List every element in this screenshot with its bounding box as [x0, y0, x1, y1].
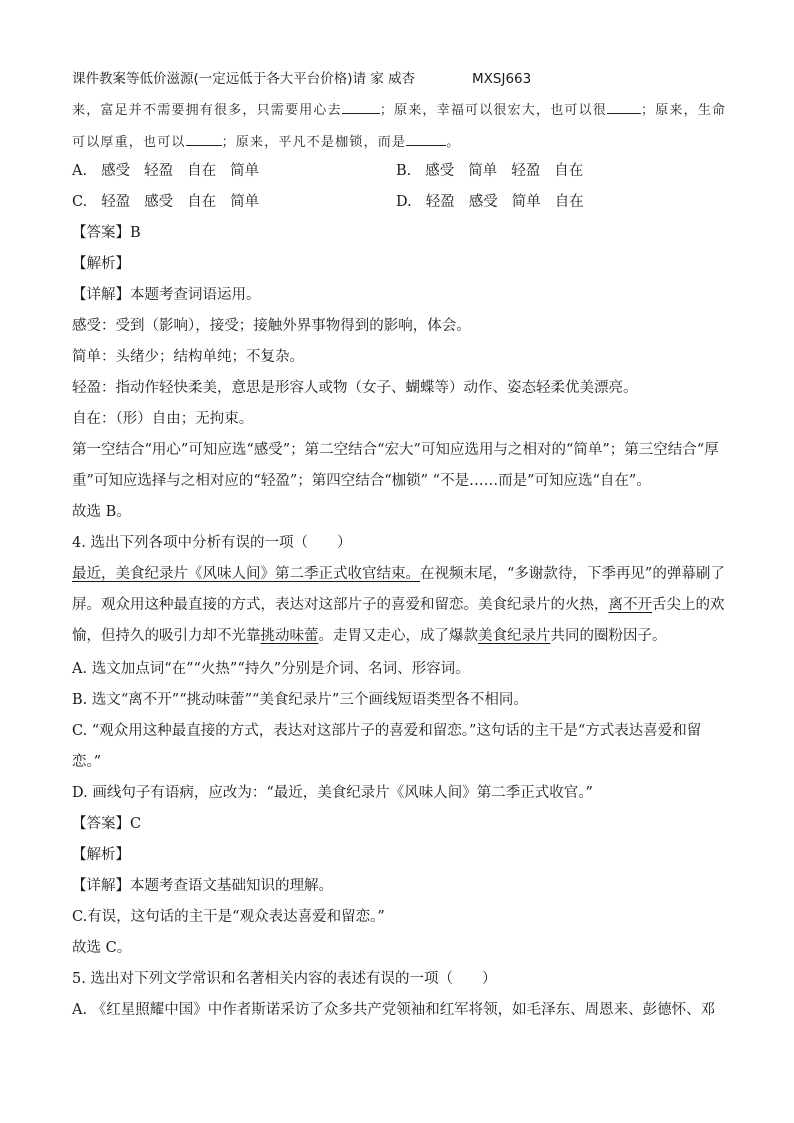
option-word: 自在: [554, 194, 584, 210]
underlined-phrase: 挑动味蕾: [260, 628, 319, 644]
option-word: 轻盈: [101, 194, 131, 210]
q3-text: ；原来，平凡不是枷锁，而是: [221, 135, 407, 150]
q5-stem: 5. 选出对下列文学常识和名著相关内容的表述有误的一项（ ）: [72, 971, 497, 987]
option-letter: A.: [72, 163, 88, 179]
underlined-phrase: 离不开: [608, 597, 652, 613]
passage-text: 共同的圈粉因子。: [550, 628, 667, 644]
q3-definition-3: 轻盈：指动作轻快柔美，意思是形容人或物（女子、蝴蝶等）动作、姿态轻柔优美漂亮。: [72, 380, 638, 396]
underlined-sentence: 最近，美食纪录片《风味人间》第二季正式收官结束。: [72, 566, 420, 582]
q3-text: ；原来，生命: [641, 103, 727, 118]
analysis-tag: 【解析】: [72, 847, 130, 863]
option-word: 轻盈: [144, 163, 174, 179]
q3-stem-line-2: [72, 131, 724, 153]
detail-text: 本题考查词语运用。: [130, 287, 261, 303]
q3-conclusion: 故选 B。: [72, 504, 131, 520]
q3-option-a: [72, 161, 273, 181]
q4-option-d: D. 画线句子有语病，应改为：“最近，美食纪录片《风味人间》第二季正式收官。”: [72, 785, 593, 801]
fill-blank-4: [406, 131, 446, 146]
q3-detail: [72, 285, 724, 305]
q5-option-a: A. 《红星照耀中国》中作者斯诺采访了众多共产党领袖和红军将领，如毛泽东、周恩来、彭德怀、邓: [72, 1002, 716, 1018]
fill-blank-3: [186, 131, 222, 146]
q4-detail: [72, 876, 724, 896]
q3-option-b: [396, 161, 597, 181]
q3-answer: [72, 223, 724, 243]
q3-definition-2: 简单：头绪少；结构单纯；不复杂。: [72, 349, 304, 365]
q3-text: 可以厚重，也可以: [72, 135, 186, 150]
q4-option-b: B. 选文“离不开”“挑动味蕾”“美食纪录片”三个画线短语类型各不相同。: [72, 692, 528, 708]
header-promo-line: [72, 69, 724, 89]
q4-answer: [72, 814, 724, 834]
q4-passage-line-2: [72, 595, 724, 615]
analysis-tag: 【解析】: [72, 256, 130, 272]
option-letter: D.: [396, 194, 412, 210]
q3-stem-line-1: [72, 99, 727, 121]
q3-definition-4: 自在：（形）自由；无拘束。: [72, 411, 254, 427]
q4-passage-line-3: [72, 626, 724, 646]
q4-explanation: C.有误，这句话的主干是“观众表达喜爱和留恋。”: [72, 909, 385, 925]
q4-option-c-line-1: C. “观众用这种最直接的方式，表达对这部片子的喜爱和留恋。”这句话的主干是“方式表达喜爱和留: [72, 723, 702, 739]
header-promo-text: 课件教案等低价滋源(一定远低于各大平台价格)请 家 威杏: [72, 71, 416, 87]
detail-tag: 【详解】: [72, 287, 130, 303]
passage-text: 愉，但持久的吸引力却不光靠: [72, 628, 261, 644]
option-word: 自在: [554, 163, 584, 179]
underlined-phrase: 美食纪录片: [478, 628, 551, 644]
q3-option-c: [72, 192, 273, 212]
passage-text: 。走胃又走心，成了爆款: [318, 628, 478, 644]
option-word: 自在: [187, 194, 217, 210]
q3-analysis-heading: [72, 254, 724, 274]
q4-stem: 4. 选出下列各项中分析有误的一项（ ）: [72, 535, 352, 551]
passage-text: 屏。观众用这种最直接的方式，表达对这部片子的喜爱和留恋。美食纪录片的火热，: [72, 597, 609, 613]
q3-option-d: [396, 192, 598, 212]
option-word: 简单: [511, 194, 541, 210]
option-word: 感受: [425, 163, 455, 179]
q4-conclusion: 故选 C。: [72, 940, 132, 956]
q3-explanation-line-2: 重”可知应选择与之相对应的“轻盈”；第四空结合“枷锁” “不是……而是”可知应选“自在”。: [72, 473, 651, 489]
q3-text: ；原来，幸福可以很宏大，也可以很: [379, 103, 608, 118]
q4-option-c-line-2: 恋。”: [72, 754, 102, 770]
q4-passage-line-1: [72, 564, 724, 584]
option-word: 感受: [468, 194, 498, 210]
q4-option-a: A. 选文加点词“在”“火热”“持久”分别是介词、名词、形容词。: [72, 661, 470, 677]
option-word: 简单: [468, 163, 498, 179]
q3-explanation-line-1: 第一空结合“用心”可知应选“感受”；第二空结合“宏大”可知应选用与之相对的“简单”；第三空结合“厚: [72, 442, 719, 458]
q3-definition-1: 感受：受到（影响），接受；接触外界事物得到的影响，体会。: [72, 318, 471, 334]
option-word: 感受: [144, 194, 174, 210]
detail-tag: 【详解】: [72, 878, 130, 894]
option-word: 感受: [101, 163, 131, 179]
q3-text: 。: [446, 135, 461, 150]
option-word: 轻盈: [425, 194, 455, 210]
option-letter: B.: [396, 163, 412, 179]
q4-analysis-heading: [72, 845, 724, 865]
option-word: 轻盈: [511, 163, 541, 179]
option-word: 自在: [187, 163, 217, 179]
option-word: 简单: [230, 194, 260, 210]
detail-text: 本题考查语文基础知识的理解。: [130, 878, 333, 894]
answer-value: B: [130, 225, 141, 241]
answer-tag: 【答案】: [72, 816, 130, 832]
passage-text: 舌尖上的欢: [652, 597, 725, 613]
option-letter: C.: [72, 194, 88, 210]
fill-blank-2: [607, 99, 641, 114]
passage-text: 在视频末尾，“多谢款待，下季再见”的弹幕刷了: [420, 566, 725, 582]
fill-blank-1: [342, 99, 380, 114]
answer-value: C: [130, 816, 142, 832]
option-word: 简单: [230, 163, 260, 179]
header-code: MXSJ663: [472, 71, 532, 87]
q3-text: 来，富足并不需要拥有很多，只需要用心去: [72, 103, 342, 118]
answer-tag: 【答案】: [72, 225, 130, 241]
